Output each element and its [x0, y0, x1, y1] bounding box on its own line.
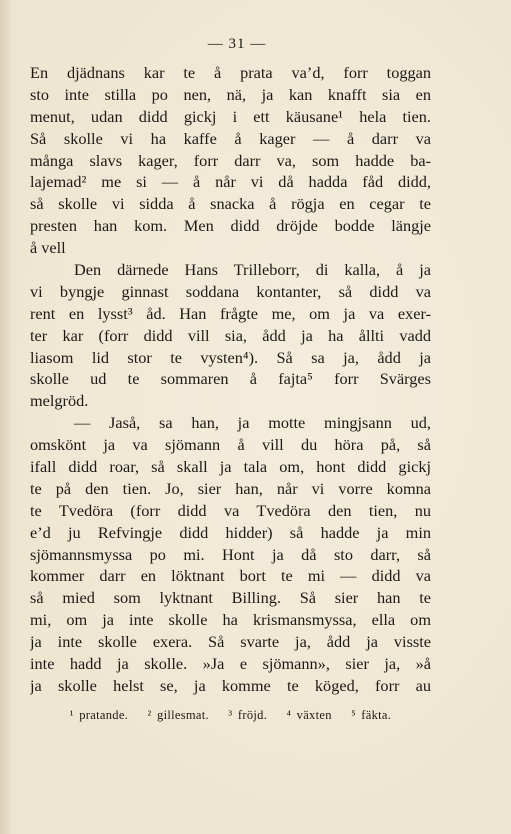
text-line: presten han kom. Men didd dröjde bodde längje [30, 216, 431, 236]
footnote: ³ fröjd. [228, 708, 268, 722]
text-line: te på den tien. Jo, sier han, når vi vorre komna [30, 478, 431, 498]
body-text [30, 62, 431, 697]
text-line: Den därnede Hans Trilleborr, di kalla, å ja [74, 260, 431, 280]
text-line: så skolle vi sidda å snacka å rögja en cegar te [30, 194, 431, 214]
footnote: ⁵ fäkta. [351, 708, 392, 722]
text-line: så mied som lyktnant Billing. Så sier han te [30, 588, 431, 608]
text-line: vi byngje ginnast soddana kontanter, så didd va [30, 281, 431, 301]
text-line: — Jaså, sa han, ja motte mingjsann ud, [74, 413, 431, 433]
text-line: skolle ud te sommaren å fajta⁵ forr Svärges [30, 369, 431, 389]
text-line: många slavs kager, forr darr va, som hadde ba- [30, 150, 431, 170]
text-line: sto inte stilla po nen, nä, ja kan knafft sia en [30, 84, 431, 104]
footnotes [30, 708, 431, 723]
text-line: sjömannsmyssa po mi. Hont ja då sto darr, så [30, 544, 431, 564]
text-line: rent en lysst³ åd. Han frågte me, om ja va exer- [30, 303, 431, 323]
text-line: ja inte skolle exera. Så svarte ja, ådd ja visste [30, 632, 431, 652]
text-line: å vell [30, 238, 66, 258]
text-line: ifall didd roar, så skall ja tala om, hont didd gickj [30, 457, 431, 477]
text-line: mi, om ja inte skolle ha krismansmyssa, ella om [30, 610, 431, 630]
footnote-divider [30, 700, 431, 701]
text-line: liasom lid stor te vysten⁴). Så sa ja, ådd ja [30, 347, 431, 367]
text-line: te Tvedöra (forr didd va Tvedöra den tien, nu [30, 500, 431, 520]
text-line: e’d ju Refvingje didd hidder) så hadde ja min [30, 522, 431, 542]
footnote: ² gillesmat. [147, 708, 209, 722]
text-line: omskönt ja va sjömann å vill du höra på, så [30, 435, 431, 455]
text-line: lajemad² me si — å når vi då hadda fåd didd, [30, 172, 431, 192]
page-number: — 31 — [207, 36, 267, 52]
text-line: ja skolle helst se, ja komme te köged, forr au [30, 675, 431, 695]
text-line: En djädnans kar te å prata va’d, forr toggan [30, 63, 431, 82]
text-line: Så skolle vi ha kaffe å kager — å darr va [30, 128, 431, 148]
text-line: inte hadd ja skolle. »Ja e sjömann», sier ja, »å [30, 654, 431, 674]
footnote: ⁴ växten [286, 708, 332, 722]
page-gutter-shadow [0, 0, 14, 834]
text-line: ter kar (forr didd vill sia, ådd ja ha ållti vadd [30, 325, 431, 345]
text-line: menut, udan didd gickj i ett käusane¹ hela tien. [30, 106, 431, 126]
footnote: ¹ pratande. [69, 708, 129, 722]
text-line: kommer darr en löktnant bort te mi — didd va [30, 566, 431, 586]
text-line: melgröd. [30, 391, 89, 411]
